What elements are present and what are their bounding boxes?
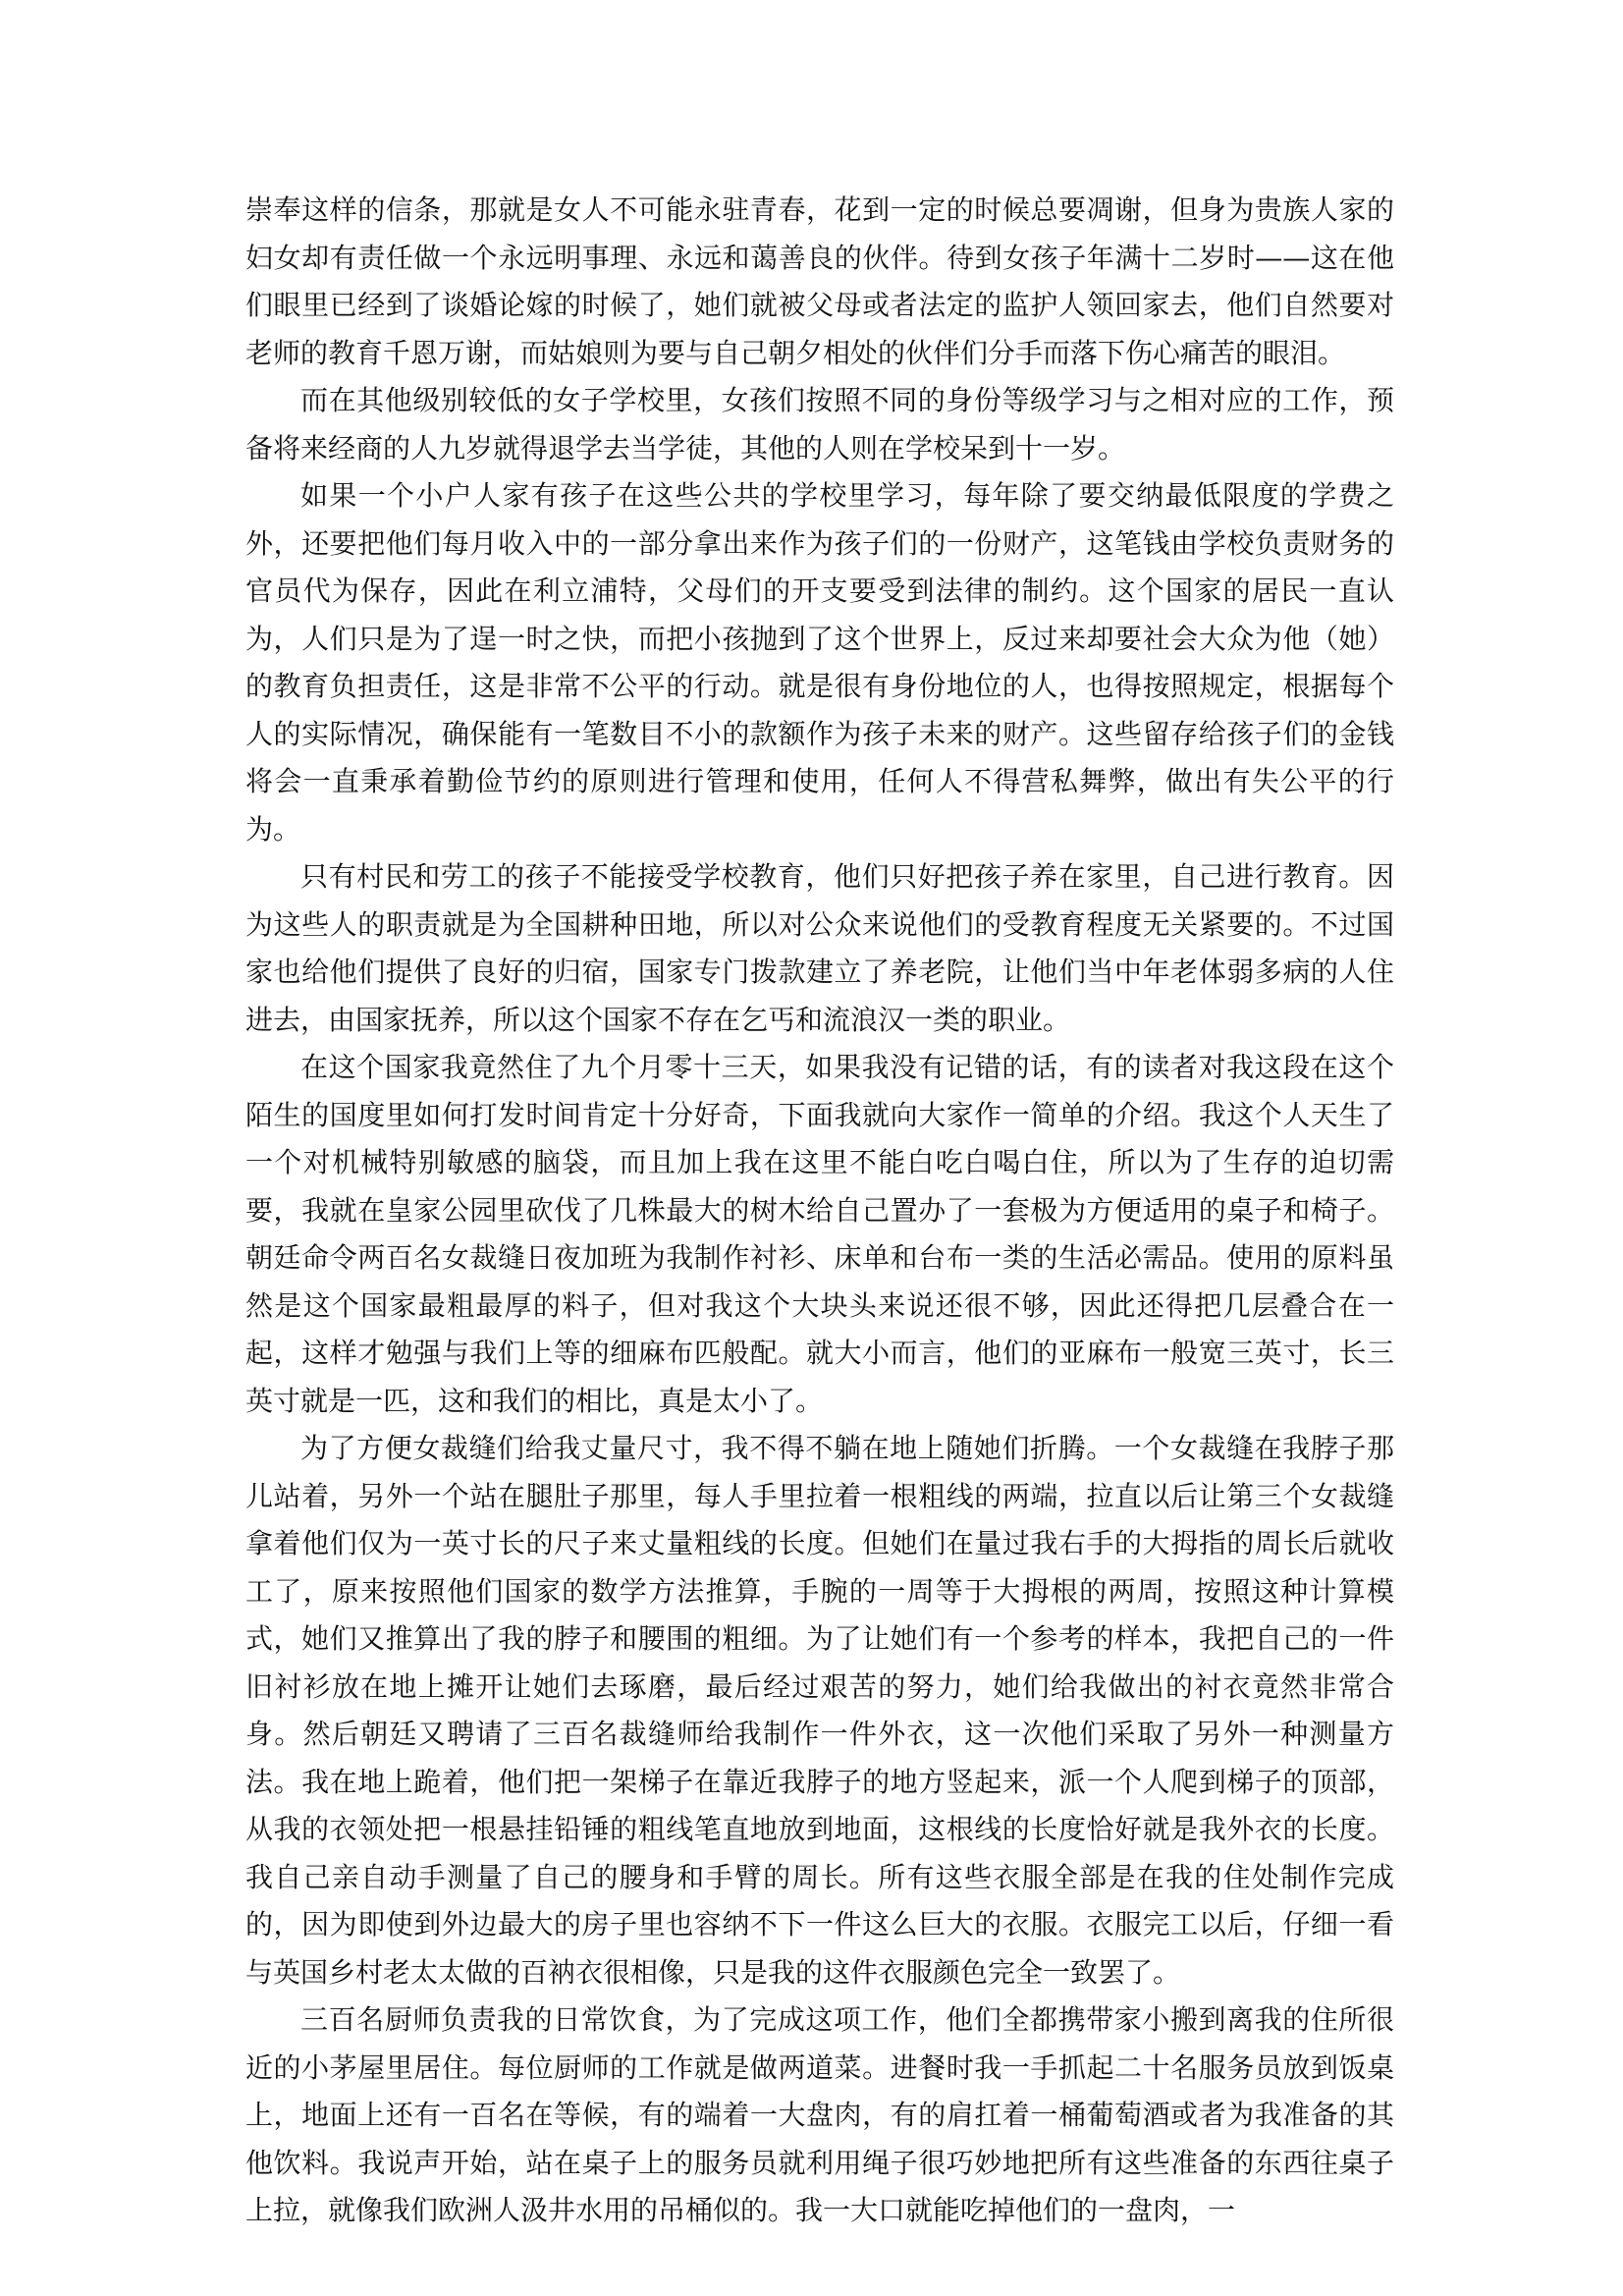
paragraph: 只有村民和劳工的孩子不能接受学校教育，他们只好把孩子养在家里，自己进行教育。因为这些人的职责就是为全国耕种田地，所以对公众来说他们的受教育程度无关紧要的。不过国家也给他们提供了良好的归宿，国家专门拨款建立了养老院，让他们当中年老体弱多病的人住进去，由国家抚养，所以这个国家不存在乞丐和流浪汉一类的职业。: [245, 860, 1394, 1036]
paragraph: 在这个国家我竟然住了九个月零十三天，如果我没有记错的话，有的读者对我这段在这个陌生的国度里如何打发时间肯定十分好奇，下面我就向大家作一简单的介绍。我这个人天生了一个对机械特别敏感的脑袋，而且加上我在这里不能白吃白喝白住，所以为了生存的迫切需要，我就在皇家公园里砍伐了几株最大的树木给自己置办了一套极为方便适用的桌子和椅子。朝廷命令两百名女裁缝日夜加班为我制作衬衫、床单和台布一类的生活必需品。使用的原料虽然是这个国家最粗最厚的料子，但对我这个大块头来说还很不够，因此还得把几层叠合在一起，这样才勉强与我们上等的细麻布匹般配。就大小而言，他们的亚麻布一般宽三英寸，长三英寸就是一匹，这和我们的相比，真是太小了。: [245, 1051, 1394, 1417]
paragraph: 如果一个小户人家有孩子在这些公共的学校里学习，每年除了要交纳最低限度的学费之外，还要把他们每月收入中的一部分拿出来作为孩子们的一份财产，这笔钱由学校负责财务的官员代为保存，因此在利立浦特，父母们的开支要受到法律的制约。这个国家的居民一直认为，人们只是为了逞一时之快，而把小孩抛到了这个世界上，反过来却要社会大众为他（她）的教育负担责任，这是非常不公平的行动。就是很有身份地位的人，也得按照规定，根据每个人的实际情况，确保能有一笔数目不小的款额作为孩子未来的财产。这些留存给孩子们的金钱将会一直秉承着勤俭节约的原则进行管理和使用，任何人不得营私舞弊，做出有失公平的行为。: [245, 479, 1394, 846]
paragraph: 为了方便女裁缝们给我丈量尺寸，我不得不躺在地上随她们折腾。一个女裁缝在我脖子那儿站着，另外一个站在腿肚子那里，每人手里拉着一根粗线的两端，拉直以后让第三个女裁缝拿着他们仅为一英寸长的尺子来丈量粗线的长度。但她们在量过我右手的大拇指的周长后就收工了，原来按照他们国家的数学方法推算，手腕的一周等于大拇根的两周，按照这种计算模式，她们又推算出了我的脖子和腰围的粗细。为了让她们有一个参考的样本，我把自己的一件旧衬衫放在地上摊开让她们去琢磨，最后经过艰苦的努力，她们给我做出的衬衣竟然非常合身。然后朝廷又聘请了三百名裁缝师给我制作一件外衣，这一次他们采取了另外一种测量方法。我在地上跪着，他们把一架梯子在靠近我脖子的地方竖起来，派一个人爬到梯子的顶部，从我的衣领处把一根悬挂铅锤的粗线笔直地放到地面，这根线的长度恰好就是我外衣的长度。我自己亲自动手测量了自己的腰身和手臂的周长。所有这些衣服全部是在我的住处制作完成的，因为即使到外边最大的房子里也容纳不下一件这么巨大的衣服。衣服完工以后，仔细一看与英国乡村老太太做的百衲衣很相像，只是我的这件衣服颜色完全一致罢了。: [245, 1432, 1394, 1989]
paragraph: 崇奉这样的信条，那就是女人不可能永驻青春，花到一定的时候总要凋谢，但身为贵族人家的妇女却有责任做一个永远明事理、永远和蔼善良的伙伴。待到女孩子年满十二岁时——这在他们眼里已经到了谈婚论嫁的时候了，她们就被父母或者法定的监护人领回家去，他们自然要对老师的教育千恩万谢，而姑娘则为要与自己朝夕相处的伙伴们分手而落下伤心痛苦的眼泪。: [245, 193, 1394, 369]
paragraph: 三百名厨师负责我的日常饮食，为了完成这项工作，他们全都携带家小搬到离我的住所很近的小茅屋里居住。每位厨师的工作就是做两道菜。进餐时我一手抓起二十名服务员放到饭桌上，地面上还有一百名在等候，有的端着一大盘肉，有的肩扛着一桶葡萄酒或者为我准备的其他饮料。我说声开始，站在桌子上的服务员就利用绳子很巧妙地把所有这些准备的东西往桌子上拉，就像我们欧洲人汲井水用的吊桶似的。我一大口就能吃掉他们的一盘肉，一: [245, 2003, 1394, 2226]
document-page: [245, 187, 1394, 2235]
paragraph: 而在其他级别较低的女子学校里，女孩们按照不同的身份等级学习与之相对应的工作，预备将来经商的人九岁就得退学去当学徒，其他的人则在学校呆到十一岁。: [245, 384, 1394, 465]
